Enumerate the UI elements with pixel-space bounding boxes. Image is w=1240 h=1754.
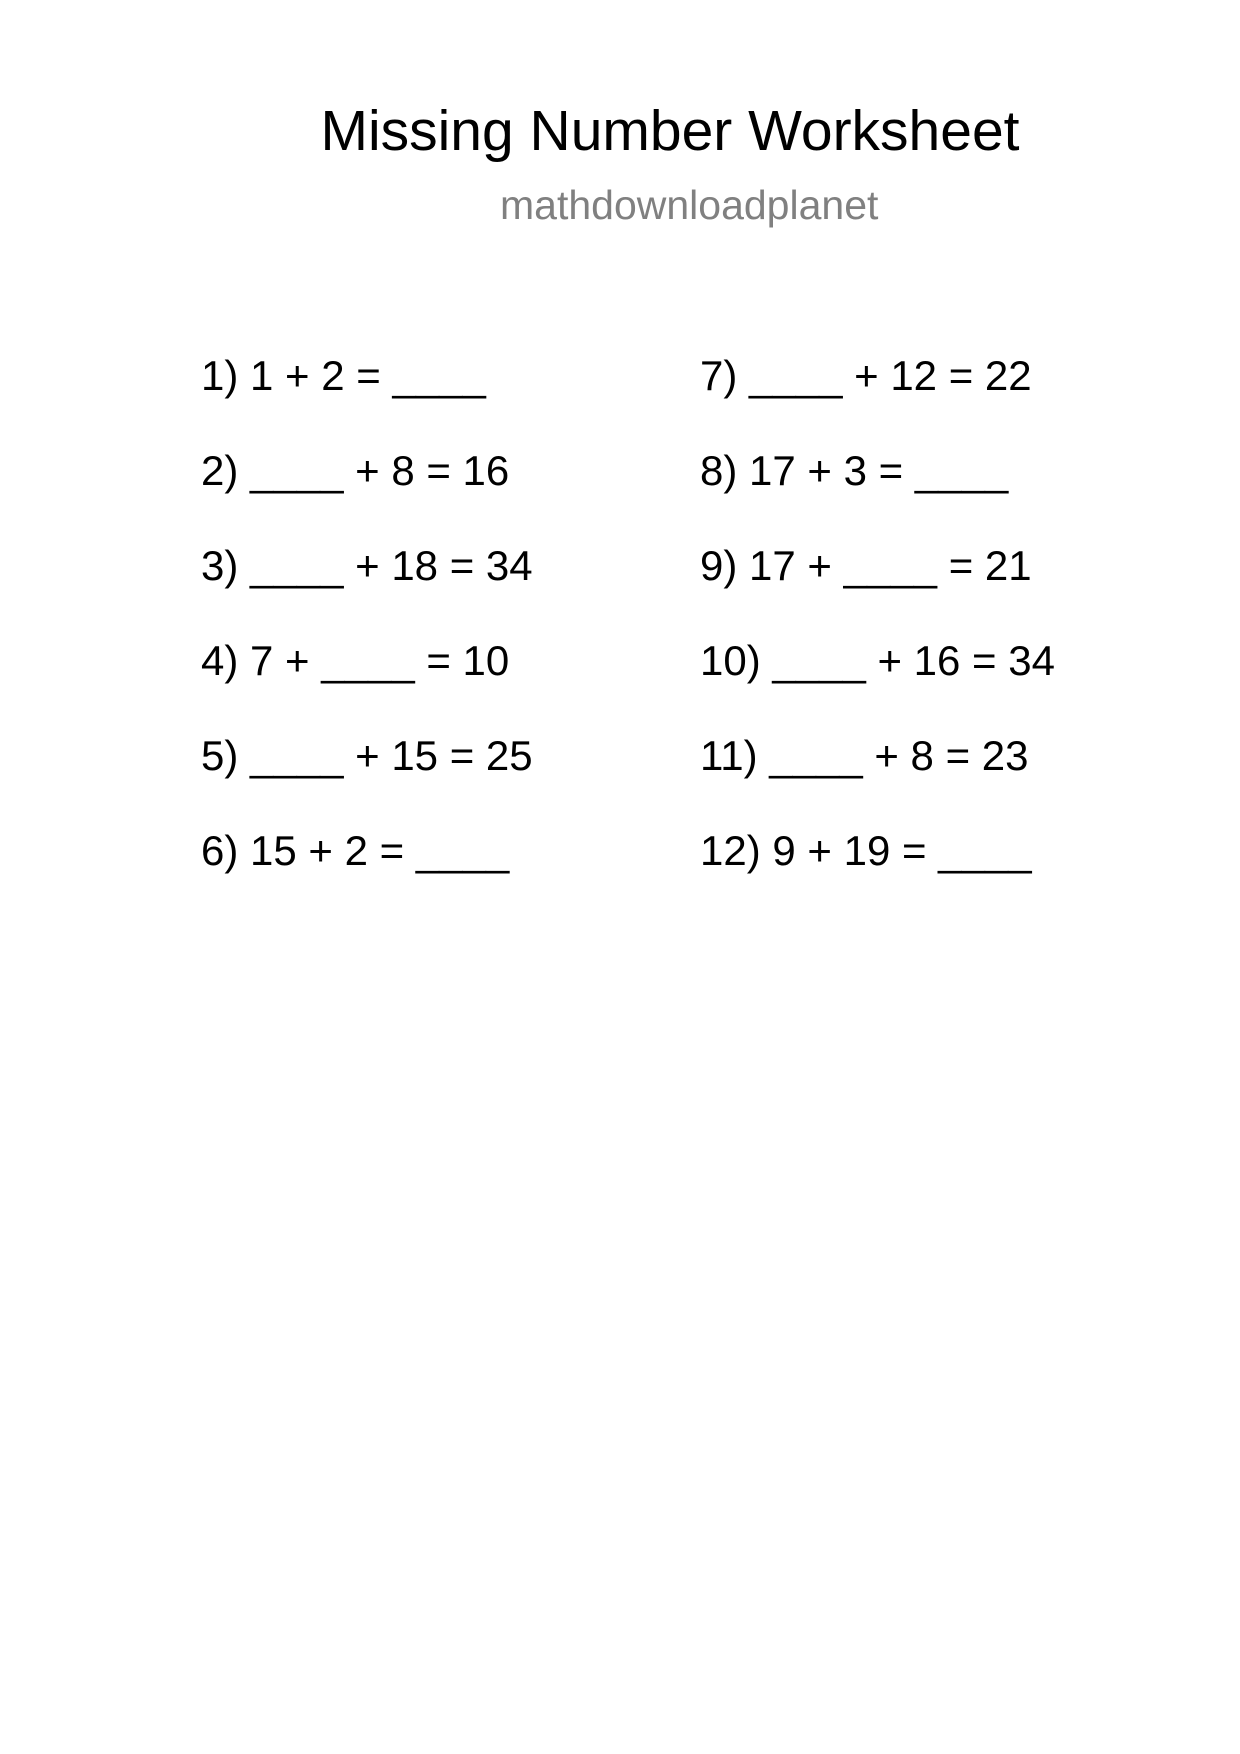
problem-7: 7) ____ + 12 = 22 bbox=[700, 352, 1032, 399]
problem-11: 11) ____ + 8 = 23 bbox=[700, 732, 1029, 779]
problem-12: 12) 9 + 19 = ____ bbox=[700, 827, 1032, 874]
problem-8: 8) 17 + 3 = ____ bbox=[700, 447, 1009, 494]
worksheet-title: Missing Number Worksheet bbox=[320, 99, 1020, 163]
problem-2: 2) ____ + 8 = 16 bbox=[201, 447, 510, 494]
problems-left-column bbox=[201, 350, 533, 920]
problem-6: 6) 15 + 2 = ____ bbox=[201, 827, 510, 874]
problem-9: 9) 17 + ____ = 21 bbox=[700, 542, 1032, 589]
problem-1: 1) 1 + 2 = ____ bbox=[201, 352, 486, 399]
worksheet-subtitle: mathdownloadplanet bbox=[500, 182, 879, 228]
problem-10: 10) ____ + 16 = 34 bbox=[700, 637, 1055, 684]
problem-4: 4) 7 + ____ = 10 bbox=[201, 637, 510, 684]
problem-3: 3) ____ + 18 = 34 bbox=[201, 542, 533, 589]
problems-right-column bbox=[700, 350, 1055, 920]
problem-5: 5) ____ + 15 = 25 bbox=[201, 732, 533, 779]
